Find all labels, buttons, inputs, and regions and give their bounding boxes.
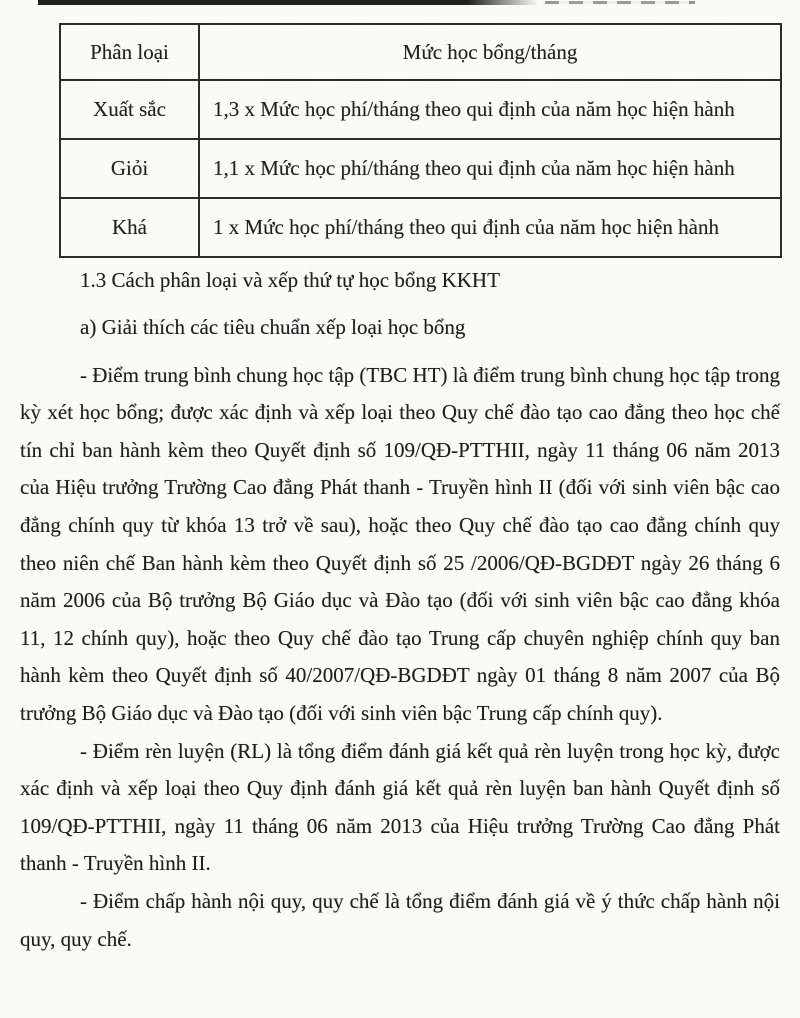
subsection-heading: a) Giải thích các tiêu chuẩn xếp loại học bổng (80, 315, 466, 340)
paragraph-noi-quy: - Điểm chấp hành nội quy, quy chế là tổng điểm đánh giá về ý thức chấp hành nội quy, quy chế. (20, 889, 780, 951)
table-row-fair (60, 198, 781, 257)
classification-cell: Giỏi (60, 139, 199, 198)
scan-artifact-top-edge (38, 0, 538, 5)
amount-cell: 1,1 x Mức học phí/tháng theo qui định của năm học hiện hành (199, 139, 781, 198)
document-body-text (20, 262, 780, 958)
scan-artifact-top-edge-faint (545, 1, 695, 4)
paragraph-tbc-ht: - Điểm trung bình chung học tập (TBC HT) là điểm trung bình chung học tập trong kỳ xét học bổng; được xác định và xếp loại theo Quy chế đào tạo cao đẳng theo học chế tín chỉ ban hành kèm theo Quyết định số 109/QĐ-PTTHII, ngày 11 tháng 06 năm 2013 của Hiệu trưởng Trường Cao đẳng Phát thanh - Truyền hình II (đối với sinh viên bậc cao đẳng chính quy từ khóa 13 trở về sau), hoặc theo Quy chế đào tạo cao đẳng chính quy theo niên chế Ban hành kèm theo Quyết định số 25 /2006/QĐ-BGDĐT ngày 26 tháng 6 năm 2006 của Bộ trưởng Bộ Giáo dục và Đào tạo (đối với sinh viên bậc cao đẳng khóa 11, 12 chính quy), hoặc theo Quy chế đào tạo Trung cấp chuyên nghiệp chính quy ban hành kèm theo Quyết định số 40/2007/QĐ-BGDĐT ngày 01 tháng 8 năm 2007 của Bộ trưởng Bộ Giáo dục và Đào tạo (đối với sinh viên bậc Trung cấp chính quy). (20, 362, 780, 726)
scholarship-rate-table (59, 23, 782, 258)
amount-cell: 1 x Mức học phí/tháng theo qui định của năm học hiện hành (199, 198, 781, 257)
classification-cell: Khá (60, 198, 199, 257)
table-header-monthly-amount: Mức học bổng/tháng (199, 24, 781, 80)
amount-cell: 1,3 x Mức học phí/tháng theo qui định của năm học hiện hành (199, 80, 781, 139)
section-heading: 1.3 Cách phân loại và xếp thứ tự học bổng KKHT (80, 268, 500, 292)
table-header-classification: Phân loại (60, 24, 199, 80)
table-header-row (60, 24, 781, 80)
paragraph-ren-luyen: - Điểm rèn luyện (RL) là tổng điểm đánh giá kết quả rèn luyện trong học kỳ, được xác định và xếp loại theo Quy định đánh giá kết quả rèn luyện ban hành Quyết định số 109/QĐ-PTTHII, ngày 11 tháng 06 năm 2013 của Hiệu trưởng Trường Cao đẳng Phát thanh - Truyền hình II. (20, 738, 780, 876)
table-row-good (60, 139, 781, 198)
table-row-excellent (60, 80, 781, 139)
classification-cell: Xuất sắc (60, 80, 199, 139)
